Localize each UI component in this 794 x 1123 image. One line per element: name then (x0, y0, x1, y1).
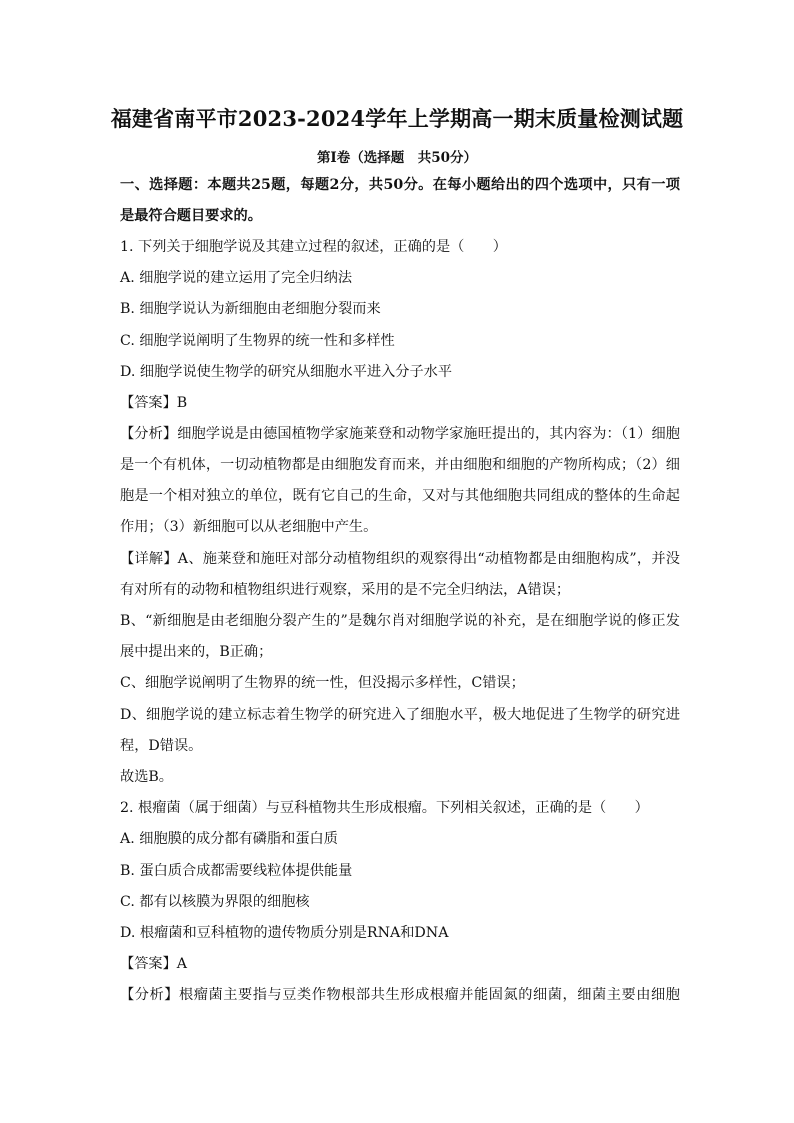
instruction-line-1: 一、选择题：本题共25题，每题2分，共50分。在每小题给出的四个选项中，只有一项 (120, 177, 680, 193)
instruction-line-2: 是最符合题目要求的。 (120, 208, 262, 224)
question-1-option-b: B. 细胞学说认为新细胞由老细胞分裂而来 (120, 301, 381, 317)
question-1-analysis-line: 胞是一个相对独立的单位，既有它自己的生命，又对与其他细胞共同组成的整体的生命起 (120, 488, 680, 504)
question-2-answer: 【答案】A (120, 956, 187, 972)
question-1-analysis-line: 是一个有机体，一切动植物都是由细胞发育而来，并由细胞和细胞的产物所构成；（2）细 (120, 457, 680, 473)
question-1-analysis-line: 【分析】细胞学说是由德国植物学家施莱登和动物学家施旺提出的，其内容为：（1）细胞 (120, 426, 680, 442)
question-1-option-d: D. 细胞学说使生物学的研究从细胞水平进入分子水平 (120, 364, 453, 380)
question-1-detail-line: C、细胞学说阐明了生物界的统一性，但没揭示多样性，C错误； (120, 675, 525, 691)
question-2-option-b: B. 蛋白质合成都需要线粒体提供能量 (120, 863, 353, 879)
question-2-option-d: D. 根瘤菌和豆科植物的遗传物质分别是RNA和DNA (120, 925, 449, 941)
question-2-option-a: A. 细胞膜的成分都有磷脂和蛋白质 (120, 831, 338, 847)
question-1-analysis-line: 作用；（3）新细胞可以从老细胞中产生。 (120, 519, 378, 535)
question-2-option-c: C. 都有以核膜为界限的细胞核 (120, 894, 310, 910)
question-1-option-a: A. 细胞学说的建立运用了完全归纳法 (120, 270, 353, 286)
question-1-detail-line: B、“新细胞是由老细胞分裂产生的”是魏尔肖对细胞学说的补充，是在细胞学说的修正发 (120, 613, 680, 629)
question-1-detail-line: 有对所有的动物和植物组织进行观察，采用的是不完全归纳法，A错误； (120, 582, 571, 598)
question-1-option-c: C. 细胞学说阐明了生物界的统一性和多样性 (120, 333, 395, 349)
question-1-detail-line: 【详解】A、施莱登和施旺对部分动植物组织的观察得出“动植物都是由细胞构成”，并没 (120, 551, 680, 567)
question-1-answer: 【答案】B (120, 395, 188, 411)
section-heading: 第Ⅰ卷（选择题 共50分） (316, 150, 478, 166)
question-1-detail-line: D、细胞学说的建立标志着生物学的研究进入了细胞水平，极大地促进了生物学的研究进 (120, 707, 680, 723)
document-title: 福建省南平市2023-2024学年上学期高一期末质量检测试题 (110, 106, 684, 131)
question-2-stem: 2. 根瘤菌（属于细菌）与豆科植物共生形成根瘤。下列相关叙述，正确的是（ ） (120, 800, 649, 816)
question-1-conclusion: 故选B。 (120, 769, 173, 785)
question-1-detail-line: 程，D错误。 (120, 738, 203, 754)
question-1-detail-line: 展中提出来的，B正确； (120, 644, 273, 660)
question-2-analysis-line: 【分析】根瘤菌主要指与豆类作物根部共生形成根瘤并能固氮的细菌，细菌主要由细胞 (120, 987, 680, 1003)
question-1-stem: 1. 下列关于细胞学说及其建立过程的叙述，正确的是（ ） (120, 239, 507, 255)
